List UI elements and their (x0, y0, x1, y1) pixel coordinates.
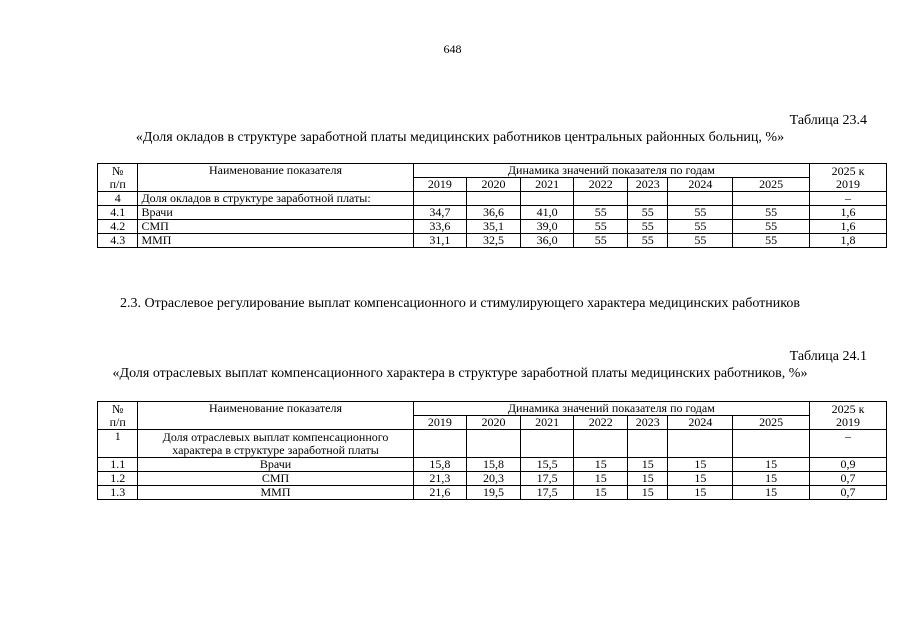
row-value: 15 (628, 472, 668, 486)
table1-header-ratio: 2025 к 2019 (810, 164, 887, 192)
row-value: 15 (733, 472, 810, 486)
row-num: 1.1 (98, 458, 138, 472)
row-value: 55 (668, 220, 733, 234)
row-value (574, 430, 628, 458)
row-value: 19,5 (467, 486, 521, 500)
page-number: 648 (443, 42, 462, 56)
row-value: 55 (668, 206, 733, 220)
row-num: 4.2 (98, 220, 138, 234)
table1-header-year: 2022 (574, 178, 628, 192)
row-value (467, 192, 521, 206)
row-value: 15 (574, 486, 628, 500)
row-value: 15 (668, 472, 733, 486)
row-value (413, 192, 467, 206)
table2-header-name: Наименование показателя (138, 402, 413, 430)
section-number: 2.3. (120, 296, 141, 311)
row-value: 36,6 (467, 206, 521, 220)
row-value: 55 (574, 234, 628, 248)
row-num: 1 (98, 430, 138, 458)
row-num: 1.3 (98, 486, 138, 500)
table2-header-year: 2022 (574, 416, 628, 430)
row-value: 15 (668, 486, 733, 500)
row-value (628, 192, 668, 206)
table1-label: Таблица 23.4 (789, 113, 867, 128)
row-ratio: 0,9 (810, 458, 887, 472)
table2-header-year: 2020 (467, 416, 521, 430)
row-value: 15 (628, 458, 668, 472)
row-value (668, 430, 733, 458)
row-value: 55 (574, 206, 628, 220)
row-value: 15 (733, 486, 810, 500)
row-name: СМП (138, 220, 413, 234)
table-row (98, 486, 887, 500)
table2-header-dynamics: Динамика значений показателя по годам (413, 402, 810, 416)
row-value: 55 (733, 234, 810, 248)
table1-header-num: № п/п (98, 164, 138, 192)
table1-header-year: 2019 (413, 178, 467, 192)
row-name: Доля отраслевых выплат компенсационного характера в структуре заработной платы (138, 430, 413, 458)
row-value: 36,0 (520, 234, 574, 248)
row-value (413, 430, 467, 458)
row-ratio: 1,6 (810, 206, 887, 220)
table-row (98, 192, 887, 206)
row-num: 4 (98, 192, 138, 206)
table1 (97, 163, 887, 248)
row-name: Врачи (138, 206, 413, 220)
row-num: 1.2 (98, 472, 138, 486)
row-ratio: – (810, 192, 887, 206)
table2-header-num: № п/п (98, 402, 138, 430)
row-value: 55 (628, 234, 668, 248)
table2-header-year: 2019 (413, 416, 467, 430)
row-value: 20,3 (467, 472, 521, 486)
row-value: 55 (733, 220, 810, 234)
row-value: 33,6 (413, 220, 467, 234)
row-ratio: 1,8 (810, 234, 887, 248)
row-value: 55 (733, 206, 810, 220)
table-row (98, 458, 887, 472)
row-value: 39,0 (520, 220, 574, 234)
table1-header-year: 2025 (733, 178, 810, 192)
row-name: ММП (138, 234, 413, 248)
row-value: 15,5 (520, 458, 574, 472)
row-num: 4.3 (98, 234, 138, 248)
table2 (97, 401, 887, 500)
table1-header-year: 2024 (668, 178, 733, 192)
row-value: 21,6 (413, 486, 467, 500)
table1-header-year: 2023 (628, 178, 668, 192)
table-row (98, 430, 887, 458)
row-value: 15,8 (413, 458, 467, 472)
table2-header-year: 2024 (668, 416, 733, 430)
table1-header-year: 2021 (520, 178, 574, 192)
row-value: 41,0 (520, 206, 574, 220)
row-name: Врачи (138, 458, 413, 472)
row-value: 55 (668, 234, 733, 248)
row-value (668, 192, 733, 206)
row-value: 15 (574, 458, 628, 472)
row-value: 31,1 (413, 234, 467, 248)
table1-header-dynamics: Динамика значений показателя по годам (413, 164, 810, 178)
row-value: 17,5 (520, 486, 574, 500)
row-value: 55 (628, 206, 668, 220)
row-ratio: 0,7 (810, 472, 887, 486)
table2-header-year: 2021 (520, 416, 574, 430)
row-value: 15 (574, 472, 628, 486)
row-value (520, 192, 574, 206)
row-ratio: – (810, 430, 887, 458)
row-ratio: 1,6 (810, 220, 887, 234)
table2-label: Таблица 24.1 (789, 349, 867, 364)
section-text: Отраслевое регулирование выплат компенсационного и стимулирующего характера медицинских работников (144, 296, 800, 311)
table-row (98, 220, 887, 234)
row-value: 21,3 (413, 472, 467, 486)
row-ratio: 0,7 (810, 486, 887, 500)
row-num: 4.1 (98, 206, 138, 220)
row-name: Доля окладов в структуре заработной платы: (138, 192, 413, 206)
table2-title: «Доля отраслевых выплат компенсационного характера в структуре заработной платы медицинских работников, %» (112, 366, 808, 381)
row-value (467, 430, 521, 458)
table2-header-ratio: 2025 к 2019 (810, 402, 887, 430)
row-value: 55 (628, 220, 668, 234)
table1-header-year: 2020 (467, 178, 521, 192)
table2-header-year: 2025 (733, 416, 810, 430)
row-value (733, 192, 810, 206)
table1-header-name: Наименование показателя (138, 164, 413, 192)
row-value: 34,7 (413, 206, 467, 220)
row-value: 15 (628, 486, 668, 500)
row-value (574, 192, 628, 206)
row-value: 32,5 (467, 234, 521, 248)
row-value: 15,8 (467, 458, 521, 472)
row-value: 15 (733, 458, 810, 472)
row-value: 17,5 (520, 472, 574, 486)
table2-header-year: 2023 (628, 416, 668, 430)
row-value: 35,1 (467, 220, 521, 234)
table1-title: «Доля окладов в структуре заработной платы медицинских работников центральных районных больниц, %» (135, 130, 785, 145)
table-row (98, 206, 887, 220)
section-paragraph (80, 292, 860, 315)
table-row (98, 234, 887, 248)
row-name: ММП (138, 486, 413, 500)
row-value (628, 430, 668, 458)
table-row (98, 472, 887, 486)
row-value (520, 430, 574, 458)
row-value: 15 (668, 458, 733, 472)
row-value (733, 430, 810, 458)
row-value: 55 (574, 220, 628, 234)
row-name: СМП (138, 472, 413, 486)
